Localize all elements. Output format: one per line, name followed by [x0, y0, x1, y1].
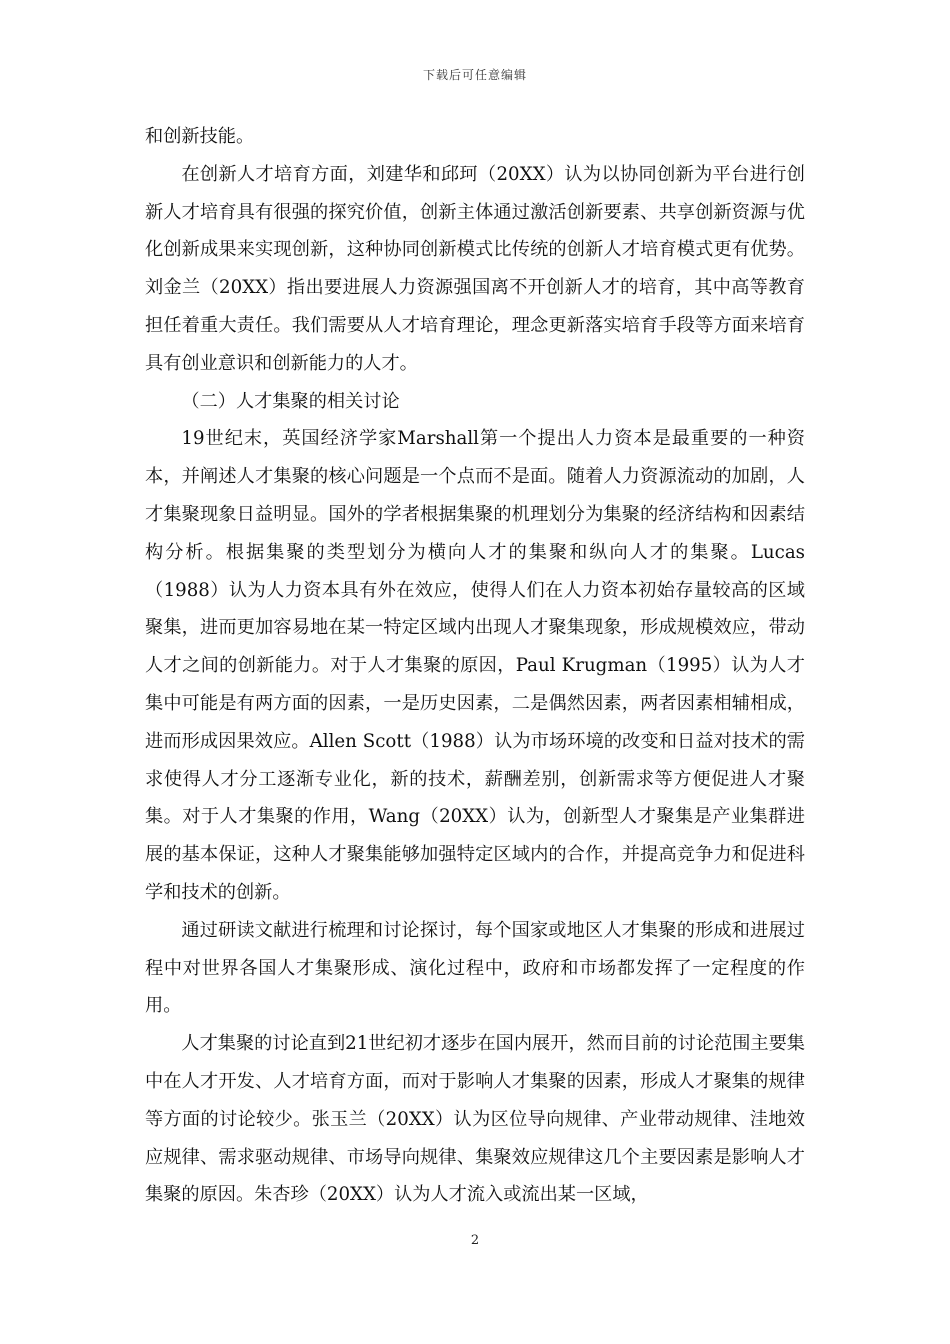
paragraph-literature-review: 通过研读文献进行梳理和讨论探讨，每个国家或地区人才集聚的形成和进展过程中对世界各国人才集聚形成、演化过程中，政府和市场都发挥了一定程度的作用。 — [145, 919, 805, 1017]
paragraph-innovation-talent: 在创新人才培育方面，刘建华和邱珂（20XX）认为以协同创新为平台进行创新人才培育具有很强的探究价值，创新主体通过激活创新要素、共享创新资源与优化创新成果来实现创新，这种协同创新模式比传统的创新人才培育模式更有优势。刘金兰（20XX）指出要进展人力资源强国离不开创新人才的培育，其中高等教育担任着重大责任。我们需要从人才培育理论，理念更新落实培育手段等方面来培育具有创业意识和创新能力的人才。 — [145, 163, 805, 374]
page-number: 2 — [470, 1233, 480, 1248]
paragraph-domestic-research: 人才集聚的讨论直到21世纪初才逐步在国内展开，然而目前的讨论范围主要集中在人才开发、人才培育方面，而对于影响人才集聚的因素，形成人才聚集的规律等方面的讨论较少。张玉兰（20XX）认为区位导向规律、产业带动规律、洼地效应规律、需求驱动规律、市场导向规律、集聚效应规律这几个主要因素是影响人才集聚的原因。朱杏珍（20XX）认为人才流入或流出某一区域， — [145, 1033, 805, 1206]
document-body — [145, 118, 805, 1214]
section-heading-talent-agglomeration: （二）人才集聚的相关讨论 — [181, 390, 400, 412]
paragraph-foreign-research: 19世纪末，英国经济学家Marshall第一个提出人力资本是最重要的一种资本，并阐述人才集聚的核心问题是一个点而不是面。随着人力资源流动的加剧，人才集聚现象日益明显。国外的学者根据集聚的机理划分为集聚的经济结构和因素结构分析。根据集聚的类型划分为横向人才的集聚和纵向人才的集聚。Lucas（1988）认为人力资本具有外在效应，使得人们在人力资本初始存量较高的区域聚集，进而更加容易地在某一特定区域内出现人才聚集现象，形成规模效应，带动人才之间的创新能力。对于人才集聚的原因，Paul Krugman（1995）认为人才集中可能是有两方面的因素，一是历史因素，二是偶然因素，两者因素相辅相成，进而形成因果效应。Allen Scott（1988）认为市场环境的改变和日益对技术的需求使得人才分工逐渐专业化，新的技术，薪酬差别，创新需求等方便促进人才聚集。对于人才集聚的作用，Wang（20XX）认为，创新型人才聚集是产业集群进展的基本保证，这种人才聚集能够加强特定区域内的合作，并提高竞争力和促进科学和技术的创新。 — [145, 428, 805, 903]
page-header: 下载后可任意编辑 — [422, 68, 527, 82]
paragraph-continuation: 和创新技能。 — [145, 126, 255, 147]
